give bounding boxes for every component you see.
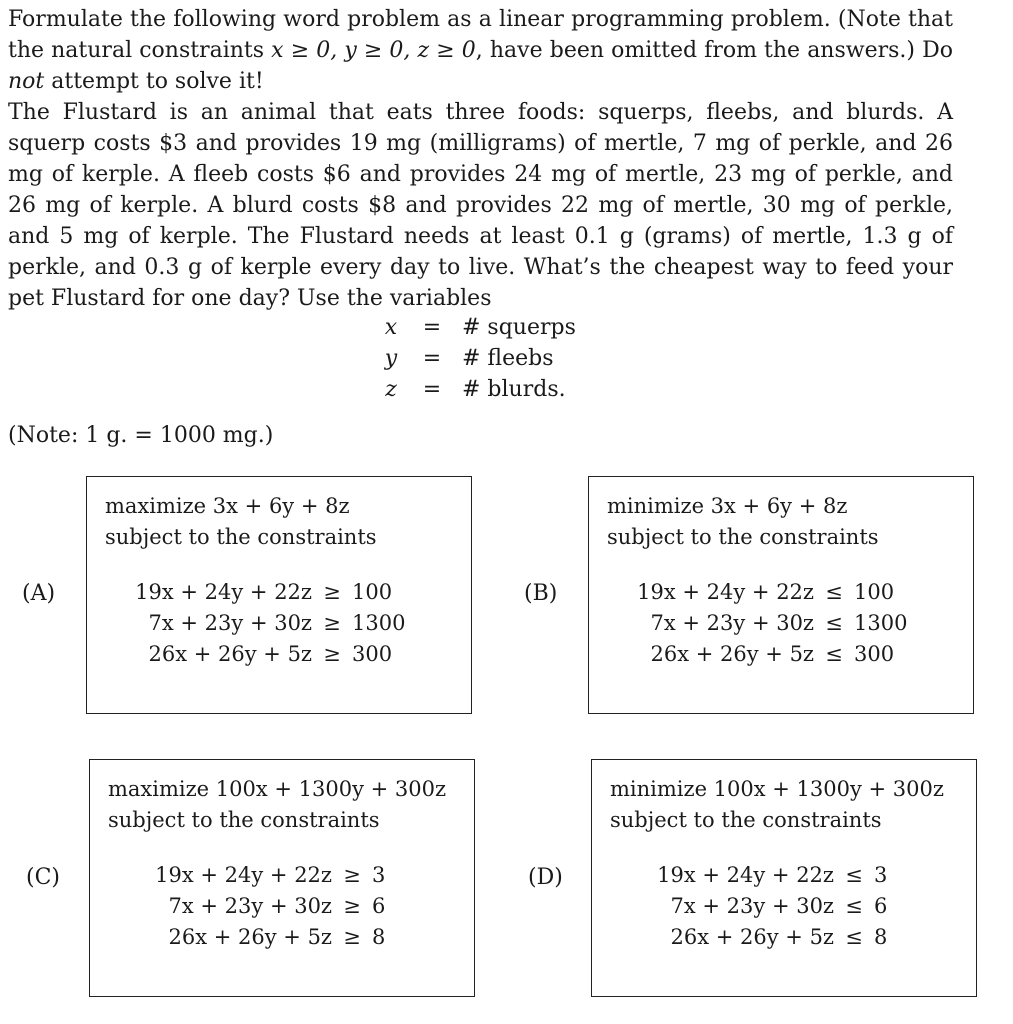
constraint-lhs: 19x + 24y + 22z: [155, 863, 332, 887]
constraint-row: [90, 860, 474, 891]
constraint-relation: ≥: [323, 611, 341, 635]
objective: maximize 100x + 1300y + 300z: [108, 777, 447, 801]
variable-row: [380, 343, 576, 374]
choice-c-header: [108, 774, 446, 836]
subject-to-label: subject to the constraints: [105, 525, 377, 549]
constraint-rhs: 100: [854, 580, 895, 604]
constraint-lhs: 19x + 24y + 22z: [637, 580, 814, 604]
constraint-row: [87, 639, 471, 670]
variable-symbol: x: [384, 315, 398, 340]
constraint-row: [592, 860, 976, 891]
constraint-row: [589, 577, 973, 608]
constraint-rhs: 300: [854, 642, 895, 666]
choice-b-box[interactable]: [588, 476, 974, 714]
constraints-list: [90, 860, 474, 953]
variable-description: # blurds.: [462, 377, 566, 402]
subject-to-label: subject to the constraints: [108, 808, 380, 832]
variable-row: [380, 374, 576, 405]
instructions-text-part2: , have been omitted from the answers.) Do: [475, 38, 953, 63]
constraint-rhs: 8: [372, 925, 386, 949]
variable-equals: =: [422, 315, 442, 340]
constraint-relation: ≥: [343, 863, 361, 887]
constraint-rhs: 1300: [854, 611, 908, 635]
variable-symbol: z: [385, 377, 397, 402]
constraints-list: [87, 577, 471, 670]
unit-note: (Note: 1 g. = 1000 mg.): [8, 423, 274, 448]
constraint-lhs: 26x + 26y + 5z: [650, 642, 814, 666]
objective: minimize 3x + 6y + 8z: [607, 494, 848, 518]
choice-c-label[interactable]: (C): [26, 865, 60, 890]
constraint-rhs: 8: [874, 925, 888, 949]
variable-description: # squerps: [462, 315, 576, 340]
constraint-rhs: 1300: [352, 611, 406, 635]
constraint-lhs: 26x + 26y + 5z: [670, 925, 834, 949]
constraint-relation: ≤: [825, 642, 843, 666]
constraint-row: [90, 891, 474, 922]
word-problem: The Flustard is an animal that eats three foods: squerps, fleebs, and blurds. A squerp costs $3 and provides 19 mg (milligrams) of mertle, 7 mg of perkle, and 26 mg of kerple. A fleeb costs $6 and provides 24 mg of mertle, 23 mg of perkle, and 26 mg of kerple. A blurd costs $8 and provides 22 mg of mertle, 30 mg of perkle, and 5 mg of kerple. The Flustard needs at least 0.1 g (grams) of mertle, 1.3 g of perkle, and 0.3 g of kerple every day to live. What’s the cheapest way to feed your pet Flustard for one day? Use the variables: [8, 100, 953, 311]
variable-equals: =: [422, 377, 442, 402]
constraint-row: [592, 922, 976, 953]
constraint-lhs: 19x + 24y + 22z: [135, 580, 312, 604]
constraint-row: [87, 577, 471, 608]
instructions-emphasis: not: [8, 69, 45, 94]
constraint-rhs: 3: [874, 863, 888, 887]
constraints-list: [589, 577, 973, 670]
constraints-list: [592, 860, 976, 953]
choice-a-box[interactable]: [86, 476, 472, 714]
choice-d-label[interactable]: (D): [528, 865, 563, 890]
constraint-rhs: 6: [874, 894, 888, 918]
constraint-row: [592, 891, 976, 922]
constraint-rhs: 100: [352, 580, 393, 604]
constraint-relation: ≥: [323, 580, 341, 604]
variable-equals: =: [422, 346, 442, 371]
constraint-rhs: 300: [352, 642, 393, 666]
constraint-lhs: 7x + 23y + 30z: [650, 611, 814, 635]
choice-b-label[interactable]: (B): [524, 581, 558, 606]
subject-to-label: subject to the constraints: [610, 808, 882, 832]
constraint-lhs: 7x + 23y + 30z: [148, 611, 312, 635]
constraint-lhs: 7x + 23y + 30z: [168, 894, 332, 918]
instructions-text-part3: attempt to solve it!: [44, 69, 264, 94]
variable-row: [380, 312, 576, 343]
constraint-row: [589, 639, 973, 670]
constraint-row: [589, 608, 973, 639]
constraint-lhs: 19x + 24y + 22z: [657, 863, 834, 887]
constraint-relation: ≤: [845, 925, 863, 949]
choice-b-header: [607, 491, 879, 553]
choice-d-box[interactable]: [591, 759, 977, 997]
subject-to-label: subject to the constraints: [607, 525, 879, 549]
constraint-relation: ≥: [343, 894, 361, 918]
constraint-relation: ≥: [323, 642, 341, 666]
choice-a-header: [105, 491, 377, 553]
constraint-row: [87, 608, 471, 639]
choice-d-header: [610, 774, 944, 836]
constraint-lhs: 26x + 26y + 5z: [148, 642, 312, 666]
objective: maximize 3x + 6y + 8z: [105, 494, 350, 518]
natural-constraints: x ≥ 0, y ≥ 0, z ≥ 0: [271, 38, 476, 63]
constraint-relation: ≤: [845, 863, 863, 887]
variable-definitions: [380, 312, 576, 405]
choice-c-box[interactable]: [89, 759, 475, 997]
constraint-lhs: 7x + 23y + 30z: [670, 894, 834, 918]
variable-description: # fleebs: [462, 346, 554, 371]
instructions-text-part1: Formulate the following word problem as a linear programming problem. (Note that the natural constraints: [8, 7, 953, 63]
constraint-row: [90, 922, 474, 953]
constraint-relation: ≤: [845, 894, 863, 918]
constraint-relation: ≤: [825, 611, 843, 635]
constraint-rhs: 3: [372, 863, 386, 887]
problem-instructions: [8, 4, 953, 97]
choice-a-label[interactable]: (A): [22, 581, 56, 606]
constraint-lhs: 26x + 26y + 5z: [168, 925, 332, 949]
variable-symbol: y: [384, 346, 398, 371]
objective: minimize 100x + 1300y + 300z: [610, 777, 944, 801]
constraint-rhs: 6: [372, 894, 386, 918]
constraint-relation: ≤: [825, 580, 843, 604]
constraint-relation: ≥: [343, 925, 361, 949]
